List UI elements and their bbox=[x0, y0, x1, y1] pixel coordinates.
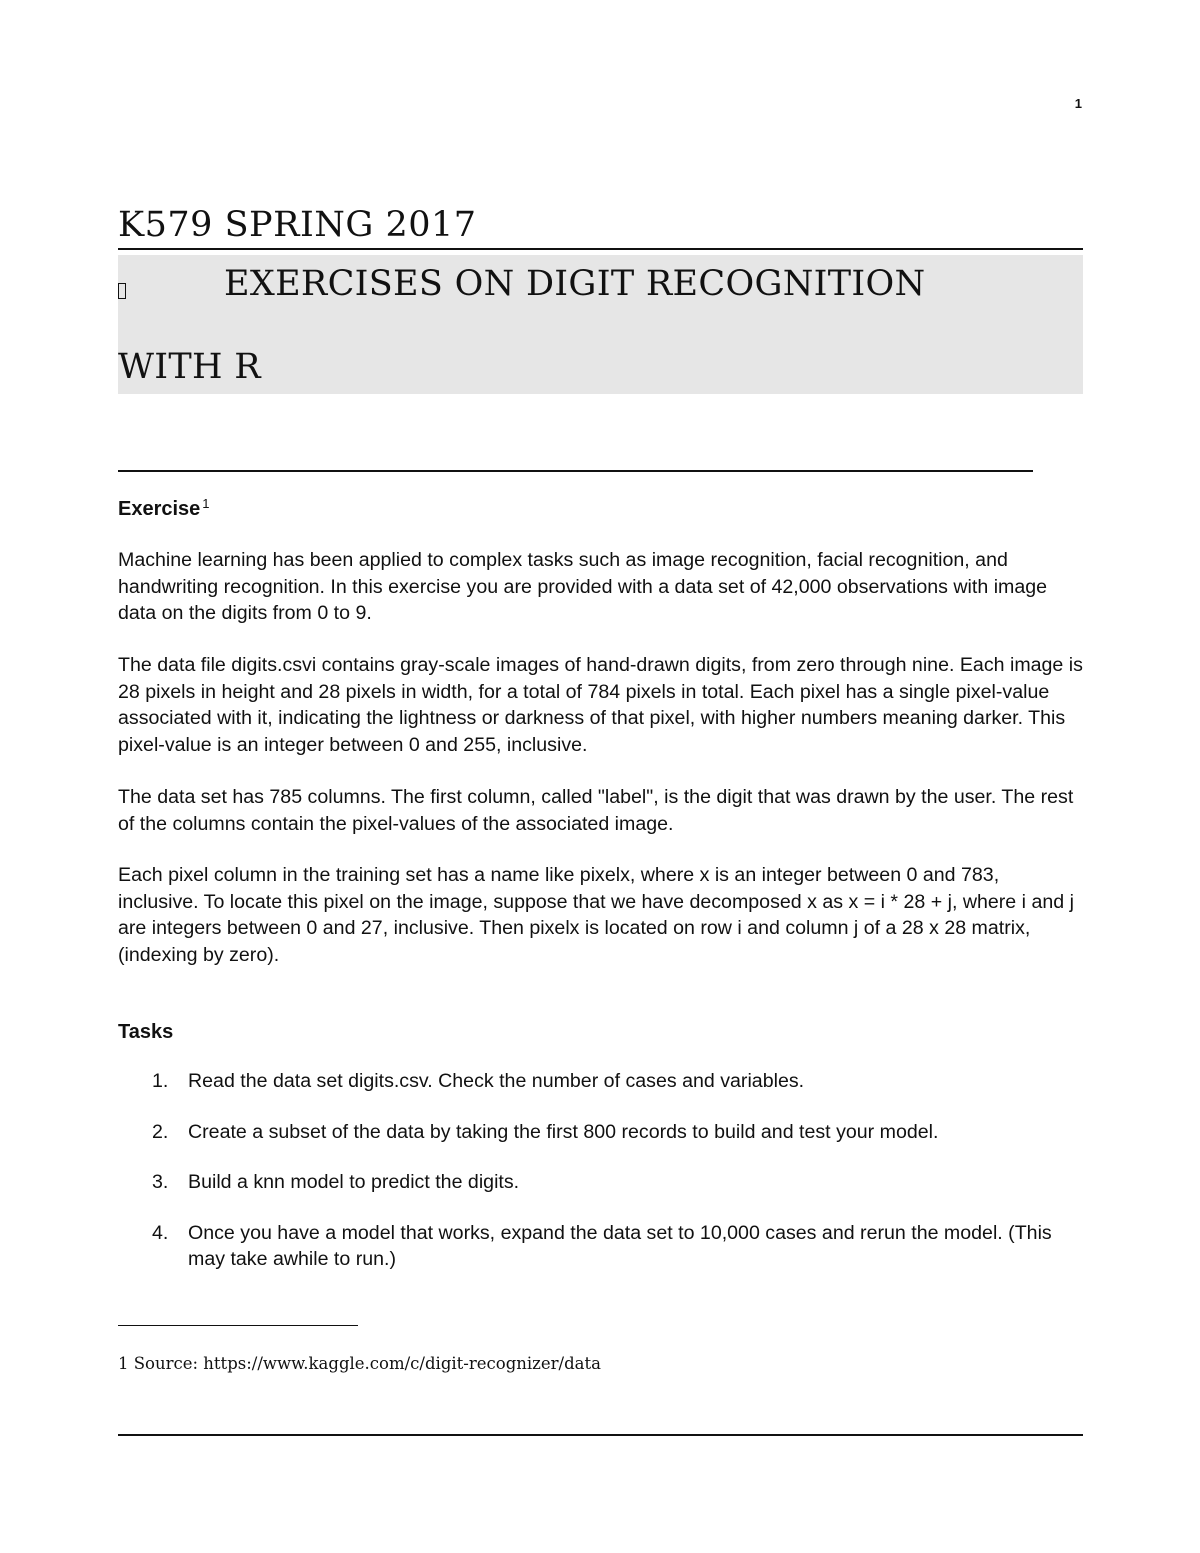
exercise-paragraph-1: Machine learning has been applied to complex tasks such as image recognition, facial recognition, and handwriting recognition. In this exercise you are provided with a data set of 42,000 observations with image data on the digits from 0 to 9. bbox=[118, 549, 1048, 624]
bottom-rule bbox=[118, 1434, 1083, 1436]
task-number: 1. bbox=[152, 1070, 169, 1092]
checkbox-icon bbox=[118, 283, 126, 299]
tasks-heading: Tasks bbox=[118, 1021, 174, 1043]
task-text: Read the data set digits.csv. Check the number of cases and variables. bbox=[188, 1070, 805, 1092]
task-number: 2. bbox=[152, 1120, 169, 1143]
exercise-heading bbox=[118, 498, 210, 521]
footnote-marker[interactable]: 1 bbox=[202, 496, 210, 511]
task-text: Once you have a model that works, expand the data set to 10,000 cases and rerun the model. (This may take awhile to run.) bbox=[188, 1221, 1052, 1270]
exercise-paragraph-3: The data set has 785 columns. The first column, called "label", is the digit that was drawn by the user. The rest of the columns contain the pixel-values of the associated image. bbox=[118, 786, 1074, 835]
task-text: Create a subset of the data by taking the first 800 records to build and test your model. bbox=[188, 1120, 939, 1143]
page-number: 1 bbox=[1074, 96, 1082, 111]
title-rule bbox=[118, 248, 1083, 250]
task-number: 4. bbox=[152, 1221, 169, 1244]
list-item bbox=[118, 1119, 1083, 1146]
course-title: K579 SPRING 2017 bbox=[118, 205, 477, 245]
footnote-rule bbox=[118, 1325, 358, 1326]
exercise-heading-text: Exercise bbox=[118, 498, 201, 520]
exercise-paragraph-4: Each pixel column in the training set has a name like pixelx, where x is an integer between 0 and 783, inclusive. To locate this pixel on the image, suppose that we have decomposed x as x = i * 28 + j, where i and j are integers between 0 and 27, inclusive. Then pixelx is located on row i and column j of a 28 x 28 matrix, (indexing by zero). bbox=[118, 864, 1074, 966]
task-list bbox=[118, 1068, 1083, 1297]
task-number: 3. bbox=[152, 1171, 169, 1193]
list-item bbox=[118, 1169, 1083, 1196]
document-title-line-2: WITH R bbox=[118, 347, 261, 387]
footnote-text[interactable]: 1 Source: https://www.kaggle.com/c/digit-recognizer/data bbox=[118, 1354, 601, 1373]
list-item bbox=[118, 1220, 1083, 1273]
task-text: Build a knn model to predict the digits. bbox=[188, 1171, 520, 1193]
exercise-paragraph-2: The data file digits.csvi contains gray-scale images of hand-drawn digits, from zero through nine. Each image is 28 pixels in height and 28 pixels in width, for a total of 784 pixels in total. Each pixel has a single pixel-value associated with it, indicating the lightness or darkness of that pixel, with higher numbers meaning darker. This pixel-value is an integer between 0 and 255, inclusive. bbox=[118, 654, 1083, 756]
list-item bbox=[118, 1068, 1083, 1095]
document-title-line-1: EXERCISES ON DIGIT RECOGNITION bbox=[224, 264, 926, 304]
section-rule bbox=[118, 470, 1033, 472]
